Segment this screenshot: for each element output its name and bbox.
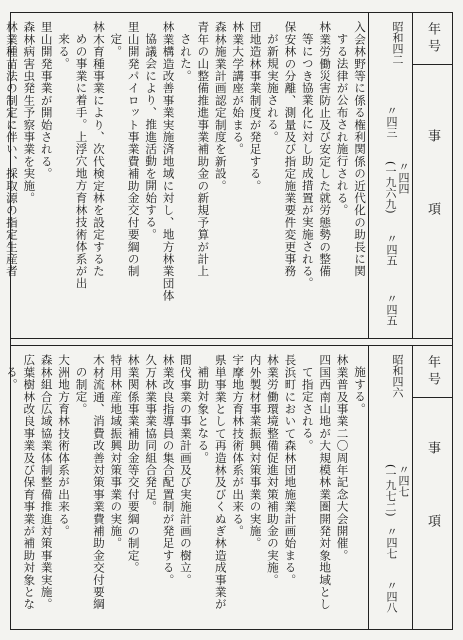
bottom-section bbox=[4, 345, 452, 629]
event-line: 林木育種事業により、次代検定林を設定するた bbox=[91, 21, 106, 278]
event-line: 施する。 bbox=[353, 366, 367, 415]
event-line: 木材流通、消費改善対策事業費補助金交付要綱 bbox=[91, 354, 106, 611]
event-line: 定。 bbox=[109, 33, 124, 58]
header-column bbox=[412, 13, 452, 338]
event-line: の制定。 bbox=[74, 366, 89, 415]
top-section bbox=[4, 13, 452, 339]
header-year-label: 年号 bbox=[413, 346, 452, 398]
year-label: 〃四八 bbox=[385, 580, 398, 613]
event-line: 保安林の分離、測量及び指定施業要件変更事務 bbox=[283, 21, 298, 278]
year-column bbox=[368, 346, 412, 629]
event-line: 宇摩地方育林技術体系が出来る。 bbox=[231, 354, 246, 537]
year-label: 〃四七 bbox=[385, 526, 398, 559]
event-line: て指定される。 bbox=[300, 366, 315, 452]
event-line: 入会林野等に係る権利関係の近代化の助長に関 bbox=[353, 21, 367, 278]
event-line: 森林組合広域協業体制整備推進対策事業実施。 bbox=[39, 354, 54, 611]
event-line: が新規実施される。 bbox=[265, 33, 280, 143]
events-text bbox=[4, 19, 368, 332]
header-events-label: 事項 bbox=[425, 440, 440, 587]
year-label: 昭和四六 bbox=[391, 354, 404, 398]
year-label: 〃四五 bbox=[385, 293, 398, 326]
event-line bbox=[0, 352, 2, 623]
event-line: 林業労働災害防止及び安定した就労態勢の整備 bbox=[318, 21, 333, 278]
event-line: 内外製材事業振興対策事業の実施。 bbox=[248, 354, 263, 550]
header-events-label: 事項 bbox=[425, 128, 440, 275]
year-label: 〃四五 bbox=[385, 233, 398, 266]
event-line: る。 bbox=[4, 366, 19, 391]
event-line: 県単事業として再造林及びくぬぎ林造成事業が bbox=[213, 354, 228, 611]
event-line: 間伐事業の事業計画及び実施計画の樹立。 bbox=[178, 354, 193, 586]
event-line: めの事業に着手。上浮穴地方育林技術体系が出 bbox=[74, 33, 89, 290]
event-line: 団地造林事業制度が発足する。 bbox=[248, 21, 263, 192]
event-line: 協議会により、推進活動を開始する。 bbox=[144, 33, 159, 241]
year-column bbox=[368, 13, 412, 338]
event-line: 来る。 bbox=[57, 33, 72, 70]
event-line: 特用林産地域振興対策事業の実施。 bbox=[109, 354, 124, 550]
event-line: 森林病害虫発生予察事業を実施。 bbox=[22, 21, 37, 204]
event-line: 里山開発パイロット事業費補助金交付要綱の制 bbox=[126, 21, 141, 278]
event-line: 四国西南山地が大規模林業圏開発対象地域とし bbox=[318, 354, 333, 611]
event-line: 久万林業事業協同組合発足。 bbox=[144, 354, 159, 513]
event-line: 長浜町において森林団地施業計画始まる。 bbox=[283, 354, 298, 586]
year-label: 〃四三 bbox=[385, 105, 398, 138]
event-line: 大洲地方育林技術体系が出来る。 bbox=[57, 354, 72, 537]
event-line: 林業関係事業補助金等交付要綱の制定。 bbox=[126, 354, 141, 574]
year-label: 〃四七 (一九七二) bbox=[384, 464, 410, 517]
event-line: 林業普及事業二〇周年記念大会開催。 bbox=[335, 354, 350, 562]
event-line: する法律が公布され施行される。 bbox=[335, 33, 350, 216]
event-line: 森林施業計画認定制度を新設。 bbox=[213, 21, 228, 192]
header-column bbox=[412, 346, 452, 629]
event-line: 青年の山整備推進事業補助金の新規予算が計上 bbox=[196, 21, 211, 278]
event-line: 里山開発事業が開始される。 bbox=[39, 21, 54, 180]
event-line: 林業種苗法の制定に伴い、採取源の指定生産者 bbox=[4, 21, 19, 278]
event-line: 林業改良指導員の集合配置制が発足する。 bbox=[161, 354, 176, 586]
event-line: 広葉樹林改良事業及び保育事業が補助対象とな bbox=[22, 354, 37, 611]
event-line: 林業構造改善事業実施済地域に対し、地方林業団体 bbox=[161, 21, 176, 302]
event-line: 補助対象となる。 bbox=[196, 366, 211, 464]
event-line: 等につき協業化に対し助成措置が実施される。 bbox=[300, 33, 315, 290]
year-label: 〃四四 (一九六九) bbox=[384, 161, 410, 214]
event-line: 林業大学講座が始まる。 bbox=[231, 21, 246, 156]
events-text bbox=[4, 352, 368, 623]
event-line: された。 bbox=[178, 33, 193, 82]
year-label: 昭和四二 bbox=[391, 21, 404, 65]
header-year-label: 年号 bbox=[413, 13, 452, 65]
event-line: 林業労働環境整備促進対策補助金の実施。 bbox=[265, 354, 280, 586]
document-page bbox=[4, 12, 453, 630]
